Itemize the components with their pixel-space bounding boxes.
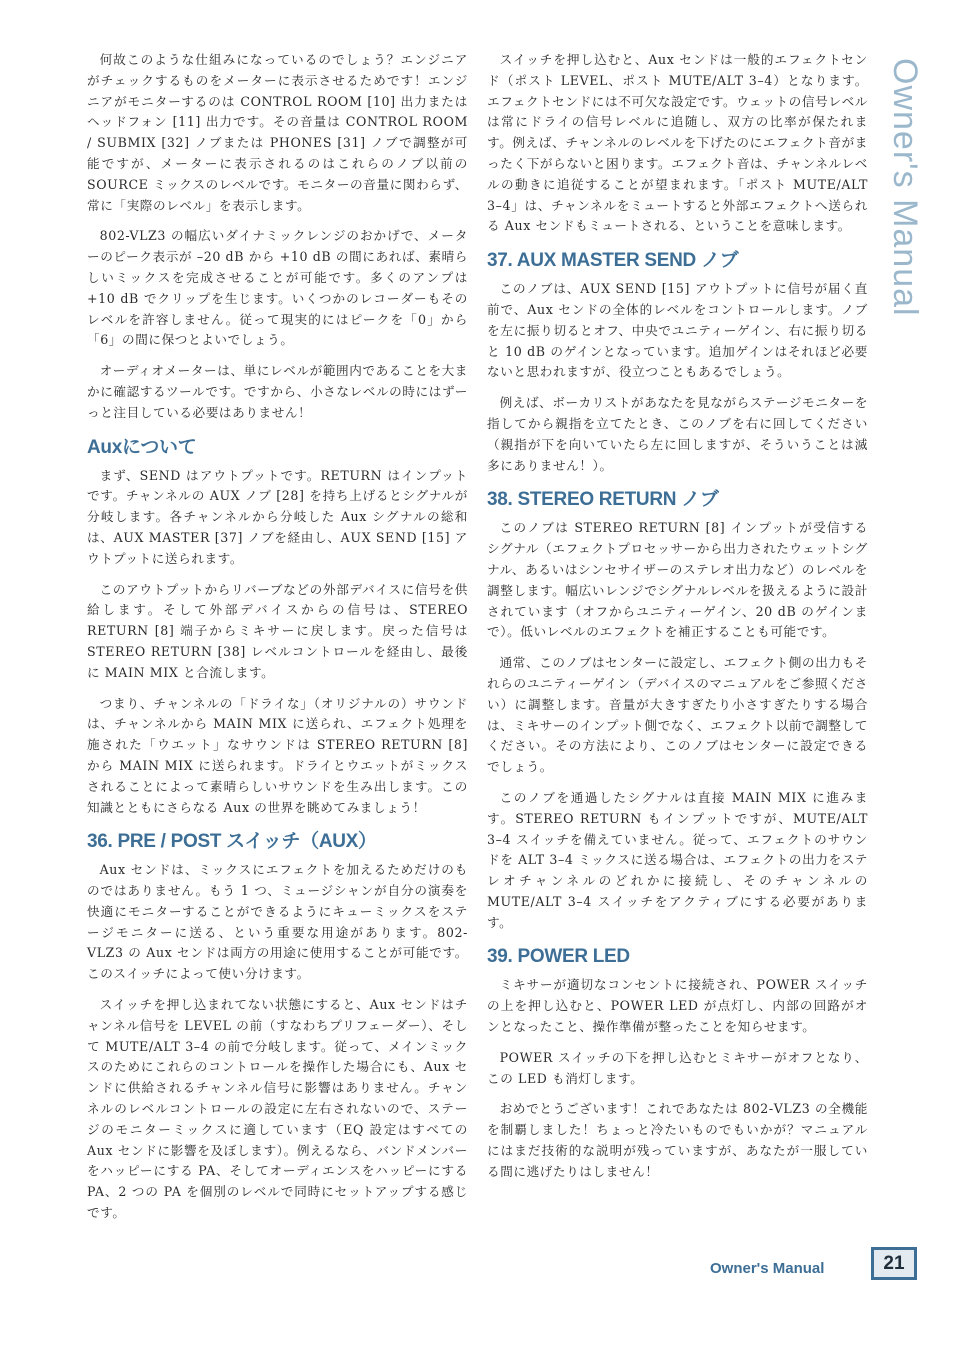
body-paragraph: POWER スイッチの下を押し込むとミキサーがオフとなり、この LED も消灯します。 <box>487 1049 868 1086</box>
body-paragraph: オーディオメーターは、単にレベルが範囲内であることを大まかに確認するツールです。ですから、小さなレベルの時にはずーっと注目している必要はありません！ <box>87 363 468 420</box>
body-paragraph: このノブを通過したシグナルは直接 MAIN MIX に進みます。STEREO RETURN もインプットですが、MUTE/ALT 3–4 スイッチを備えていません。従って、エフェクトのサウンドを ALT 3–4 ミックスに送る場合は、エフェクトの出力をステレオチャンネルのどれかに接続し、そのチャンネルの MUTE/ALT 3–4 スイッチをアクティブにする必要があります。 <box>487 789 868 930</box>
body-paragraph: つまり、チャンネルの「ドライな」（オリジナルの）サウンドは、チャンネルから MAIN MIX に送られ、エフェクト処理を施された「ウエット」なサウンドは STEREO RETURN [8] から MAIN MIX に送られます。ドライとウエットがミックスされることによって素晴らしいサウンドを生み出します。この知識とともにさらなる Aux の世界を眺めてみましょう！ <box>87 695 468 815</box>
page-number: 21 <box>871 1247 917 1280</box>
section-heading: 37. AUX MASTER SEND ノブ <box>487 250 739 272</box>
right-column <box>487 50 868 1193</box>
section-heading: 36. PRE / POST スイッチ（AUX） <box>87 831 377 853</box>
left-column <box>87 50 468 1234</box>
body-paragraph: スイッチを押し込まれてない状態にすると、Aux センドはチャンネル信号を LEVEL の前（すなわちプリフェーダー）、そして MUTE/ALT 3–4 の前で分岐します。従って、メインミックスのためにこれらのコントロールを操作した場合にも、Aux センドに供給されるチャンネル信号に影響はありません。チャンネルのレベルコントロールの設定に左右されないので、ステージのモニターミックスに適しています（EQ 設定はすべての Aux センドに影響を及ぼします）。例えるなら、バンドメンバーをハッピーにする PA、そしてオーディエンスをハッピーにする PA、2 つの PA を個別のレベルで同時にセットアップする感じです。 <box>87 997 468 1221</box>
footer-label: Owner's Manual <box>710 1260 825 1277</box>
body-paragraph: ミキサーが適切なコンセントに接続され、POWER スイッチの上を押し込むと、POWER LED が点灯し、内部の回路がオンとなったこと、操作準備が整ったことを知らせます。 <box>487 977 868 1035</box>
body-paragraph: Aux センドは、ミックスにエフェクトを加えるためだけのものではありません。もう 1 つ、ミュージシャンが自分の演奏を快適にモニターすることができるようにキューミックスをステージモニターに送る、という重要な用途があります。802-VLZ3 の Aux センドは両方の用途に使用することが可能です。このスイッチによって使い分けます。 <box>87 862 468 982</box>
body-paragraph: このノブは、AUX SEND [15] アウトプットに信号が届く直前で、Aux センドの全体的レベルをコントロールします。ノブを左に振り切るとオフ、中央でユニティーゲイン、右に振り切ると 10 dB のゲインとなっています。追加ゲインはそれほど必要ないと思われますが、役立つこともあるでしょう。 <box>487 281 868 380</box>
body-paragraph: おめでとうございます！これであなたは 802-VLZ3 の全機能を制覇しました！ちょっと冷たいものでもいかが？マニュアルにはまだ技術的な説明が残っていますが、あなたが一服している間に逃げたりはしません！ <box>487 1101 868 1179</box>
body-paragraph: 例えば、ボーカリストがあなたを見ながらステージモニターを指してから親指を立てたとき、このノブを右に回してください（親指が下を向いていたら左に回しますが、そういうことは滅多にありません！）。 <box>487 395 869 473</box>
body-paragraph: まず、SEND はアウトプットです。RETURN はインプットです。チャンネルの AUX ノブ [28] を持ち上げるとシグナルが分岐します。各チャンネルから分岐した Aux シグナルの総和は、AUX MASTER [37] ノブを経由し、AUX SEND [15] アウトプットに送られます。 <box>87 467 468 566</box>
body-paragraph: 802-VLZ3 の幅広いダイナミックレンジのおかげで、メーターのピーク表示が –20 dB から +10 dB の間にあれば、素晴らしいミックスを完成させることが可能です。多くのアンプは +10 dB でクリップを生じます。いくつかのレコーダーもそのレベルを許容しません。従って現実的にはピークを「0」から「6」の間に保つとよいでしょう。 <box>87 228 468 348</box>
body-paragraph: このアウトプットからリバーブなどの外部デバイスに信号を供給します。そして外部デバイスからの信号は、STEREO RETURN [8] 端子からミキサーに戻します。戻った信号は STEREO RETURN [38] レベルコントロールを経由し、最後に MAIN MIX と合流します。 <box>87 581 468 680</box>
side-title: Owner's Manual <box>886 58 924 317</box>
body-paragraph: スイッチを押し込むと、Aux センドは一般的エフェクトセンド（ポスト LEVEL、ポスト MUTE/ALT 3–4）となります。エフェクトセンドには不可欠な設定です。ウェットの信号レベルは常にドライの信号レベルに追随し、双方の比率が保たれます。例えば、チャンネルのレベルを下げたのにエフェクト音がまったく下がらないと困ります。エフェクト音は、チャンネルレベルの動きに追従することが望まれます。「ポスト MUTE/ALT 3–4」は、チャンネルをミュートすると外部エフェクトへ送られる Aux センドもミュートされる、ということを意味します。 <box>487 52 868 234</box>
section-heading: 39. POWER LED <box>487 946 630 968</box>
body-paragraph: 何故このような仕組みになっているのでしょう？エンジニアがチェックするものをメーターに表示させるためです！エンジニアがモニターするのは CONTROL ROOM [10] 出力またはヘッドフォン [11] 出力です。その音量は CONTROL ROOM / SUBMIX [32] ノブまたは PHONES [31] ノブで調整が可能ですが、メーターに表示されるのはこれらのノブ以前の SOURCE ミックスのレベルです。モニターの音量に関わらず、常に「実際のレベル」を表示します。 <box>87 52 468 213</box>
body-paragraph: 通常、このノブはセンターに設定し、エフェクト側の出力もそれらのユニティーゲイン（デバイスのマニュアルをご参照ください）に調整します。音量が大きすぎたり小さすぎたりする場合は、ミキサーのインプット側でなく、エフェクト以前で調整してください。その方法により、このノブはセンターに設定できるでしょう。 <box>487 655 868 775</box>
body-paragraph: このノブは STEREO RETURN [8] インプットが受信するシグナル（エフェクトプロセッサーから出力されたウェットシグナル、あるいはシンセサイザーのステレオ出力など）のレベルを調整します。幅広いレンジでシグナルレベルを扱えるように設計されています（オフからユニティーゲイン、20 dB のゲインまで）。低いレベルのエフェクトを補正することも可能です。 <box>487 520 868 640</box>
section-heading: Auxについて <box>87 436 197 458</box>
section-heading: 38. STEREO RETURN ノブ <box>487 489 719 511</box>
